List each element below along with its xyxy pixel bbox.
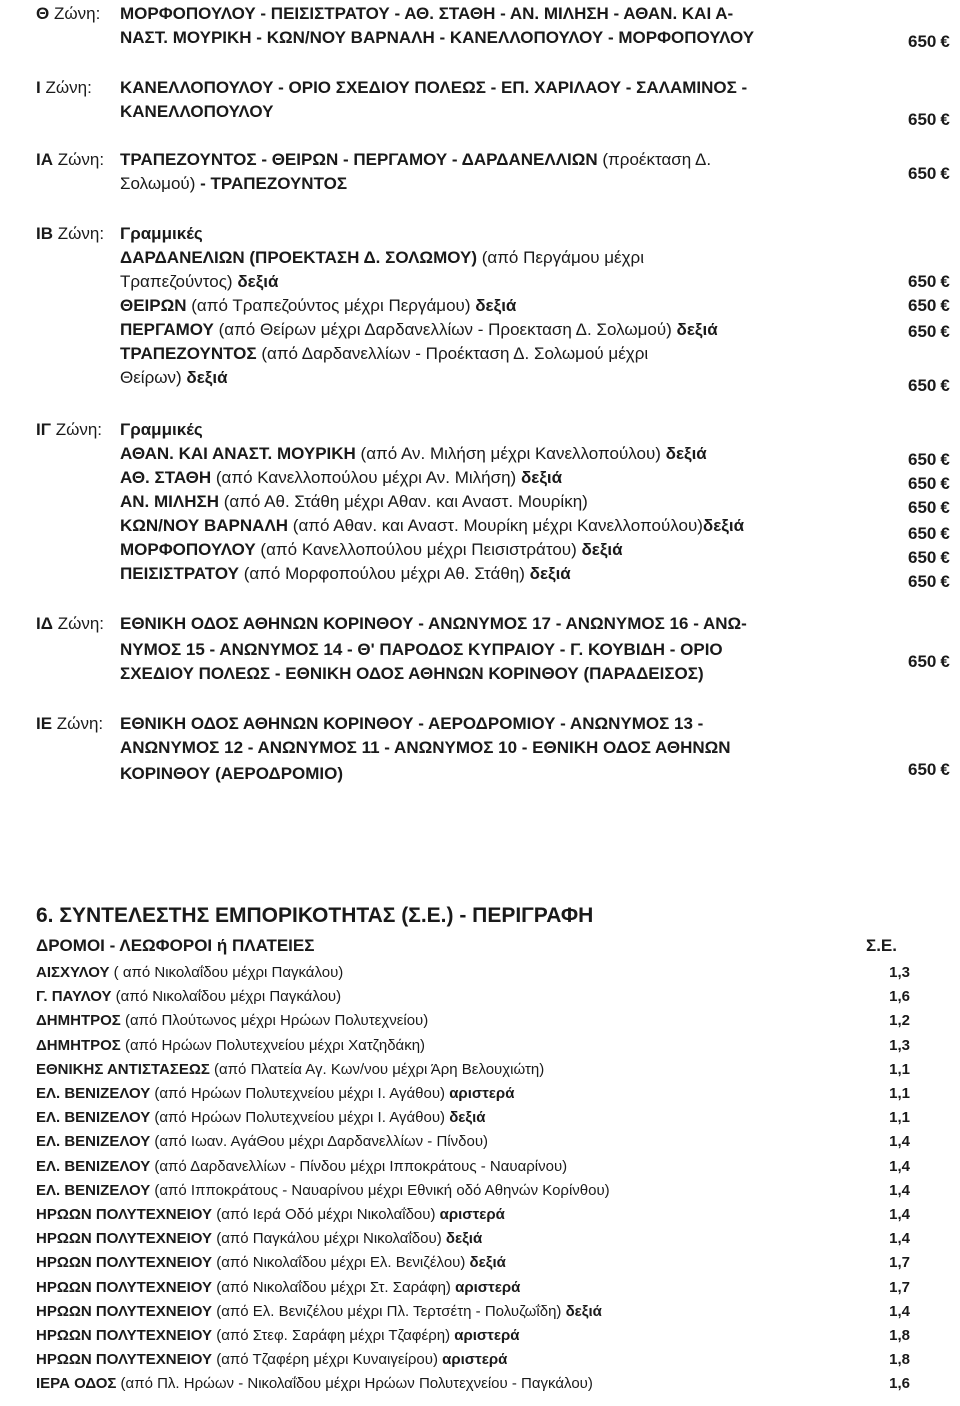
street-name: ΗΡΩΩΝ ΠΟΛΥΤΕΧΝΕΙΟΥ xyxy=(36,1279,213,1296)
table-header-coefficient: Σ.Ε. xyxy=(866,936,897,955)
coefficient-value: 1,4 xyxy=(889,1303,910,1320)
street-range: (από Ελ. Βενιζέλου μέχρι Πλ. Τερτσέτη - Πολυζωΐδη) xyxy=(212,1303,566,1320)
street-name: ΕΛ. ΒΕΝΙΖΕΛΟΥ xyxy=(36,1085,151,1102)
coefficient-value: 1,3 xyxy=(889,964,910,981)
street-side: αριστερά xyxy=(454,1327,520,1344)
street-side: αριστερά xyxy=(455,1279,521,1296)
zone-ie-line2: ΑΝΩΝΥΜΟΣ 12 - ΑΝΩΝΥΜΟΣ 11 - ΑΝΩΝΥΜΟΣ 10 - ΕΘΝΙΚΗ ΟΔΟΣ ΑΘΗΝΩΝ xyxy=(120,738,731,757)
coefficient-value: 1,4 xyxy=(889,1182,910,1199)
coefficient-value: 1,4 xyxy=(889,1206,910,1223)
zone-ig-row5: ΜΟΡΦΟΠΟΥΛΟΥ (από Κανελλοπούλου μέχρι Πεισιστράτου) δεξιά xyxy=(120,540,623,559)
street-range: (από Ιπποκράτους - Ναυαρίνου μέχρι Εθνική οδό Αθηνών Κορίνθου) xyxy=(150,1182,610,1199)
coefficient-value: 1,4 xyxy=(889,1158,910,1175)
zone-ie-line1: ΕΘΝΙΚΗ ΟΔΟΣ ΑΘΗΝΩΝ ΚΟΡΙΝΘΟΥ - ΑΕΡΟΔΡΟΜΙΟΥ - ΑΝΩΝΥΜΟΣ 13 - xyxy=(120,714,704,733)
table-header-streets: ΔΡΟΜΟΙ - ΛΕΩΦΟΡΟΙ ή ΠΛΑΤΕΙΕΣ xyxy=(36,936,315,955)
zone-i-label: Ι Ζώνη: xyxy=(36,78,92,97)
zone-ia-line2: Σολωμού) - ΤΡΑΠΕΖΟΥΝΤΟΣ xyxy=(120,174,348,193)
street-range: (από Δαρδανελλίων - Πίνδου μέχρι Ιπποκράτους - Ναυαρίνου) xyxy=(150,1158,568,1175)
coefficient-value: 1,3 xyxy=(889,1037,910,1054)
street-name: ΕΛ. ΒΕΝΙΖΕΛΟΥ xyxy=(36,1133,151,1150)
street-range: (από Ιερά Οδό μέχρι Νικολαΐδου) xyxy=(212,1206,440,1223)
coefficient-value: 1,1 xyxy=(889,1109,910,1126)
street-range: (από Πλατεία Αγ. Κων/νου μέχρι Άρη Βελουχιώτη) xyxy=(209,1061,545,1078)
street-range: (από Πλ. Ηρώων - Νικολαΐδου μέχρι Ηρώων Πολυτεχνείου - Παγκάλου) xyxy=(116,1375,593,1392)
zone-id-value: 650 € xyxy=(908,652,950,671)
street-name: ΕΘΝΙΚΗΣ ΑΝΤΙΣΤΑΣΕΩΣ xyxy=(36,1061,210,1078)
street-name: ΙΕΡΑ ΟΔΟΣ xyxy=(36,1375,117,1392)
zone-ib-value-2: 650 € xyxy=(908,296,950,315)
table-row xyxy=(36,1279,520,1296)
zone-i-line1: ΚΑΝΕΛΛΟΠΟΥΛΟΥ - ΟΡΙΟ ΣΧΕΔΙΟΥ ΠΟΛΕΩΣ - ΕΠ. ΧΑΡΙΛΑΟΥ - ΣΑΛΑΜΙΝΟΣ - xyxy=(120,78,748,97)
table-row xyxy=(36,1158,567,1175)
zone-ig-row3: ΑΝ. ΜΙΛΗΣΗ (από Αθ. Στάθη μέχρι Αθαν. και Αναστ. Μουρίκη) xyxy=(120,492,588,511)
table-row xyxy=(36,1375,593,1392)
street-range: (από Νικολαΐδου μέχρι Στ. Σαράφη) xyxy=(212,1279,456,1296)
zone-ib-row3: ΠΕΡΓΑΜΟΥ (από Θείρων μέχρι Δαρδανελλίων - Προεκταση Δ. Σολωμού) δεξιά xyxy=(120,320,718,339)
coefficient-value: 1,6 xyxy=(889,1375,910,1392)
zone-i-line2: ΚΑΝΕΛΛΟΠΟΥΛΟΥ xyxy=(120,102,274,121)
coefficient-value: 1,6 xyxy=(889,988,910,1005)
street-name: ΗΡΩΩΝ ΠΟΛΥΤΕΧΝΕΙΟΥ xyxy=(36,1351,213,1368)
table-row xyxy=(36,1351,507,1368)
street-side: αριστερά xyxy=(442,1351,508,1368)
zone-theta-line1: ΜΟΡΦΟΠΟΥΛΟΥ - ΠΕΙΣΙΣΤΡΑΤΟΥ - ΑΘ. ΣΤΑΘΗ - ΑΝ. ΜΙΛΗΣΗ - ΑΘΑΝ. ΚΑΙ Α- xyxy=(120,4,734,23)
zone-ie-value: 650 € xyxy=(908,760,950,779)
zone-ib-row1-cont: Τραπεζούντος) δεξιά xyxy=(120,272,279,291)
coefficient-value: 1,8 xyxy=(889,1351,910,1368)
table-row xyxy=(36,1206,505,1223)
table-row xyxy=(36,1303,602,1320)
zone-ia-label: ΙΑ Ζώνη: xyxy=(36,150,105,169)
coefficient-value: 1,4 xyxy=(889,1133,910,1150)
table-row xyxy=(36,1109,485,1126)
street-range: (από Τζαφέρη μέχρι Κυναιγείρου) xyxy=(212,1351,443,1368)
zone-ig-value-2: 650 € xyxy=(908,474,950,493)
table-row xyxy=(36,1182,610,1199)
street-range: (από Ηρώων Πολυτεχνείου μέχρι Ι. Αγάθου) xyxy=(150,1109,450,1126)
street-range: (από Πλούτωνος μέχρι Ηρώων Πολυτεχνείου) xyxy=(120,1012,429,1029)
street-range: (από Παγκάλου μέχρι Νικολαΐδου) xyxy=(212,1230,446,1247)
street-name: ΕΛ. ΒΕΝΙΖΕΛΟΥ xyxy=(36,1109,151,1126)
table-row xyxy=(36,1085,514,1102)
zone-ie-line3: ΚΟΡΙΝΘΟΥ (ΑΕΡΟΔΡΟΜΙΟ) xyxy=(120,764,344,783)
table-row xyxy=(36,1037,425,1054)
zone-ig-heading: Γραμμικές xyxy=(120,420,203,439)
zone-ig-row2: ΑΘ. ΣΤΑΘΗ (από Κανελλοπούλου μέχρι Αν. Μιλήση) δεξιά xyxy=(120,468,563,487)
zone-id-line2: ΝΥΜΟΣ 15 - ΑΝΩΝΥΜΟΣ 14 - Θ' ΠΑΡΟΔΟΣ ΚΥΠΡΑΙΟΥ - Γ. ΚΟΥΒΙΔΗ - ΟΡΙΟ xyxy=(120,640,723,659)
zone-ia-value: 650 € xyxy=(908,164,950,183)
coefficient-value: 1,2 xyxy=(889,1012,910,1029)
section-title: 6. ΣΥΝΤΕΛΕΣΤΗΣ ΕΜΠΟΡΙΚΟΤΗΤΑΣ (Σ.Ε.) - ΠΕΡΙΓΡΑΦΗ xyxy=(36,904,594,927)
street-name: ΕΛ. ΒΕΝΙΖΕΛΟΥ xyxy=(36,1182,151,1199)
zone-theta-label: Θ Ζώνη: xyxy=(36,4,101,23)
coefficient-value: 1,1 xyxy=(889,1085,910,1102)
zone-id-line3: ΣΧΕΔΙΟΥ ΠΟΛΕΩΣ - ΕΘΝΙΚΗ ΟΔΟΣ ΑΘΗΝΩΝ ΚΟΡΙΝΘΟΥ (ΠΑΡΑΔΕΙΣΟΣ) xyxy=(120,664,704,683)
street-side: δεξιά xyxy=(565,1303,602,1320)
street-name: ΗΡΩΩΝ ΠΟΛΥΤΕΧΝΕΙΟΥ xyxy=(36,1254,213,1271)
street-range: (από Νικολαΐδου μέχρι Ελ. Βενιζέλου) xyxy=(212,1254,470,1271)
coefficient-value: 1,4 xyxy=(889,1230,910,1247)
zone-ig-value-1: 650 € xyxy=(908,450,950,469)
street-name: ΕΛ. ΒΕΝΙΖΕΛΟΥ xyxy=(36,1158,151,1175)
zone-ig-row1: ΑΘΑΝ. ΚΑΙ ΑΝΑΣΤ. ΜΟΥΡΙΚΗ (από Αν. Μιλήση μέχρι Κανελλοπούλου) δεξιά xyxy=(120,444,707,463)
zone-theta-line2: ΝΑΣΤ. ΜΟΥΡΙΚΗ - ΚΩΝ/ΝΟΥ ΒΑΡΝΑΛΗ - ΚΑΝΕΛΛΟΠΟΥΛΟΥ - ΜΟΡΦΟΠΟΥΛΟΥ xyxy=(120,28,755,47)
street-name: ΗΡΩΩΝ ΠΟΛΥΤΕΧΝΕΙΟΥ xyxy=(36,1327,213,1344)
street-name: ΑΙΣΧΥΛΟΥ xyxy=(36,964,110,981)
street-side: δεξιά xyxy=(445,1230,483,1247)
street-name: ΔΗΜΗΤΡΟΣ xyxy=(36,1012,121,1029)
zone-ie-label: ΙΕ Ζώνη: xyxy=(36,714,104,733)
street-range: (από Ηρώων Πολυτεχνείου μέχρι Χατζηδάκη) xyxy=(120,1037,426,1054)
table-row xyxy=(36,1254,506,1271)
street-range: (από Νικολαΐδου μέχρι Παγκάλου) xyxy=(111,988,342,1005)
zone-ib-value-3: 650 € xyxy=(908,322,950,341)
table-row xyxy=(36,1327,520,1344)
zone-ig-value-5: 650 € xyxy=(908,548,950,567)
zone-theta-value: 650 € xyxy=(908,32,950,51)
zone-ig-label: ΙΓ Ζώνη: xyxy=(36,420,103,439)
coefficient-value: 1,7 xyxy=(889,1254,910,1271)
table-row xyxy=(36,1230,482,1247)
street-name: ΔΗΜΗΤΡΟΣ xyxy=(36,1037,121,1054)
street-side: δεξιά xyxy=(449,1109,486,1126)
street-side: αριστερά xyxy=(439,1206,505,1223)
zone-ib-row2: ΘΕΙΡΩΝ (από Τραπεζούντος μέχρι Περγάμου) δεξιά xyxy=(120,296,517,315)
zone-id-label: ΙΔ Ζώνη: xyxy=(36,614,105,633)
zone-ig-row6: ΠΕΙΣΙΣΤΡΑΤΟΥ (από Μορφοπούλου μέχρι Αθ. Στάθη) δεξιά xyxy=(120,564,571,583)
zone-ib-heading: Γραμμικές xyxy=(120,224,203,243)
street-range: (από Ηρώων Πολυτεχνείου μέχρι Ι. Αγάθου) xyxy=(150,1085,450,1102)
street-name: ΗΡΩΩΝ ΠΟΛΥΤΕΧΝΕΙΟΥ xyxy=(36,1206,213,1223)
zone-ig-value-4: 650 € xyxy=(908,524,950,543)
zone-ib-value-1: 650 € xyxy=(908,272,950,291)
zone-ig-value-3: 650 € xyxy=(908,498,950,517)
table-row xyxy=(36,1061,544,1078)
zone-ia-line1: ΤΡΑΠΕΖΟΥΝΤΟΣ - ΘΕΙΡΩΝ - ΠΕΡΓΑΜΟΥ - ΔΑΡΔΑΝΕΛΛΙΩΝ (προέκταση Δ. xyxy=(120,150,712,169)
street-range: ( από Νικολαΐδου μέχρι Παγκάλου) xyxy=(109,964,344,981)
table-row xyxy=(36,988,341,1005)
zone-ib-row4: ΤΡΑΠΕΖΟΥΝΤΟΣ (από Δαρδανελλίων - Προέκταση Δ. Σολωμού μέχρι xyxy=(120,344,649,363)
zone-id-line1: ΕΘΝΙΚΗ ΟΔΟΣ ΑΘΗΝΩΝ ΚΟΡΙΝΘΟΥ - ΑΝΩΝΥΜΟΣ 17 - ΑΝΩΝΥΜΟΣ 16 - ΑΝΩ- xyxy=(120,614,747,633)
coefficient-value: 1,1 xyxy=(889,1061,910,1078)
zone-i-value: 650 € xyxy=(908,110,950,129)
zone-ib-label: ΙΒ Ζώνη: xyxy=(36,224,105,243)
street-side: δεξιά xyxy=(469,1254,506,1271)
table-row xyxy=(36,1133,488,1150)
coefficient-value: 1,8 xyxy=(889,1327,910,1344)
street-range: (από Στεφ. Σαράφη μέχρι Τζαφέρη) xyxy=(212,1327,455,1344)
table-row xyxy=(36,964,343,981)
zone-ib-row1: ΔΑΡΔΑΝΕΛΙΩΝ (ΠΡΟΕΚΤΑΣΗ Δ. ΣΟΛΩΜΟΥ) (από Περγάμου μέχρι xyxy=(120,248,644,267)
coefficient-value: 1,7 xyxy=(889,1279,910,1296)
zone-ib-row4-cont: Θείρων) δεξιά xyxy=(120,368,228,387)
zone-ig-value-6: 650 € xyxy=(908,572,950,591)
street-name: ΗΡΩΩΝ ΠΟΛΥΤΕΧΝΕΙΟΥ xyxy=(36,1303,213,1320)
zone-ib-value-4: 650 € xyxy=(908,376,950,395)
street-name: Γ. ΠΑΥΛΟΥ xyxy=(36,988,112,1005)
street-range: (από Ιωαν. ΑγάΘου μέχρι Δαρδανελλίων - Πίνδου) xyxy=(150,1133,489,1150)
zone-ig-row4: ΚΩΝ/ΝΟΥ ΒΑΡΝΑΛΗ (από Αθαν. και Αναστ. Μουρίκη μέχρι Κανελλοπούλου)δεξιά xyxy=(120,516,745,535)
street-name: ΗΡΩΩΝ ΠΟΛΥΤΕΧΝΕΙΟΥ xyxy=(36,1230,213,1247)
table-row xyxy=(36,1012,428,1029)
street-side: αριστερά xyxy=(449,1085,515,1102)
